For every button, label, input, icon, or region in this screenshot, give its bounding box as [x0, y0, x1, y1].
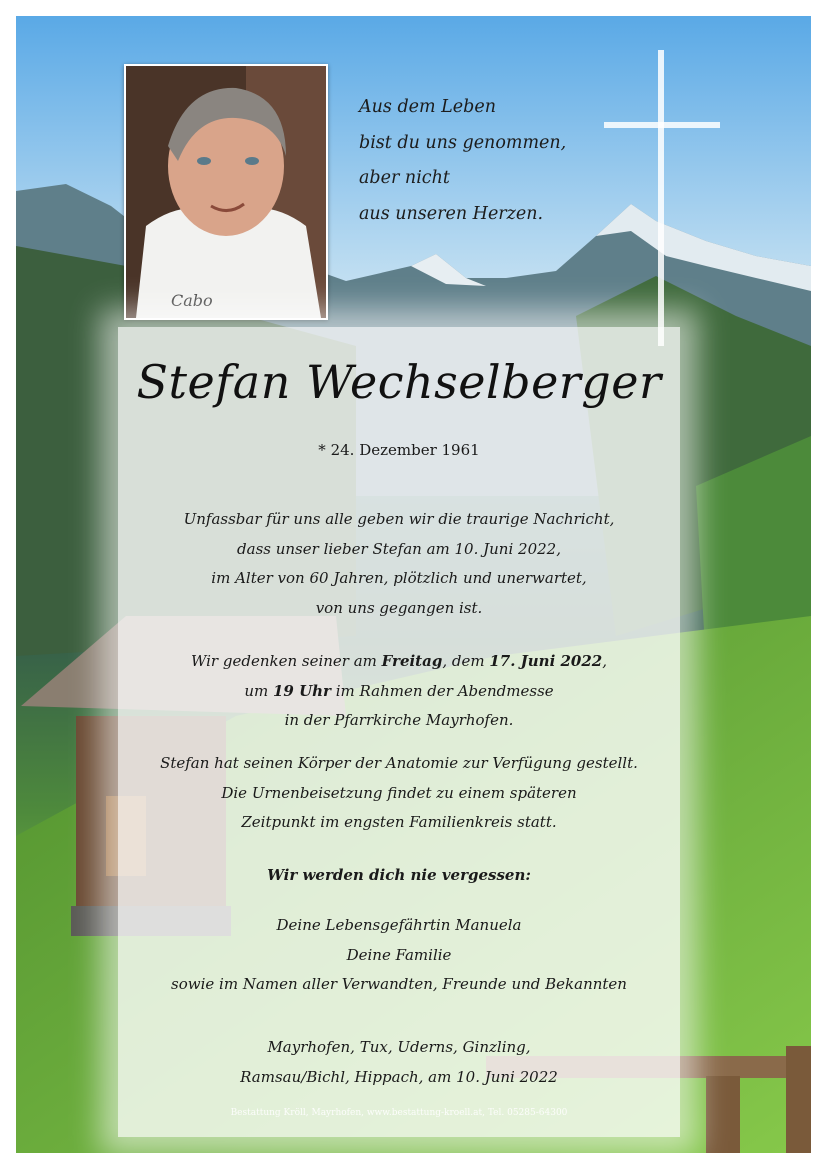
place-line: Mayrhofen, Tux, Uderns, Ginzling, [267, 1038, 531, 1056]
memorial-line: in der Pfarrkirche Mayrhofen. [284, 711, 514, 729]
shirt-print-text: Cabo [171, 291, 213, 310]
announcement-line: dass unser lieber Stefan am 10. Juni 2022, [237, 539, 561, 558]
motto-line: aber nicht [359, 168, 450, 188]
mourner-line: sowie im Namen aller Verwandten, Freunde und Bekannten [171, 975, 627, 993]
deceased-name: Stefan Wechselberger [136, 355, 662, 409]
announcement-line: von uns gegangen ist. [315, 598, 483, 617]
announcement-text [118, 505, 680, 623]
never-forget-text: Wir werden dich nie vergessen: [267, 866, 531, 884]
memorial-text: Wir gedenken seiner am [190, 652, 382, 670]
birth-date: * 24. Dezember 1961 [318, 441, 480, 459]
motto-line: aus unseren Herzen. [359, 203, 544, 224]
funeral-home-footer: Bestattung Kröll, Mayrhofen, www.bestattung-kroell.at, Tel. 05285-64300 [230, 1108, 568, 1118]
memorial-time: 19 Uhr [272, 681, 331, 700]
memorial-day: Freitag [381, 652, 443, 670]
memorial-line [118, 677, 680, 707]
anatomy-text [118, 749, 680, 838]
mourners-list [118, 911, 680, 1000]
memorial-text: , dem [442, 652, 490, 670]
place-and-date [118, 1033, 680, 1092]
motto-verse [359, 90, 619, 232]
memorial-service-text [118, 647, 680, 736]
anatomy-line: Die Urnenbeisetzung findet zu einem späteren [221, 783, 577, 802]
motto-line: bist du uns genommen, [359, 132, 567, 153]
memorial-text: , [602, 652, 608, 670]
memorial-date: 17. Juni 2022 [489, 652, 603, 670]
announcement-line: im Alter von 60 Jahren, plötzlich und unerwartet, [211, 569, 587, 587]
anatomy-line: Zeitpunkt im engsten Familienkreis statt. [241, 813, 557, 831]
portrait-photo [124, 64, 328, 320]
memorial-line [118, 647, 680, 677]
announcement-line: Unfassbar für uns alle geben wir die traurige Nachricht, [183, 510, 615, 528]
memorial-text: im Rahmen der Abendmesse [330, 681, 554, 700]
mourner-line: Deine Lebensgefährtin Manuela [276, 916, 522, 934]
motto-line: Aus dem Leben [359, 97, 496, 117]
portrait-illustration [126, 66, 326, 318]
never-forget-heading [118, 861, 680, 891]
memorial-text: um [244, 681, 273, 700]
place-line: Ramsau/Bichl, Hippach, am 10. Juni 2022 [240, 1067, 558, 1086]
anatomy-line: Stefan hat seinen Körper der Anatomie zur Verfügung gestellt. [160, 754, 638, 772]
mourner-line: Deine Familie [346, 945, 452, 964]
